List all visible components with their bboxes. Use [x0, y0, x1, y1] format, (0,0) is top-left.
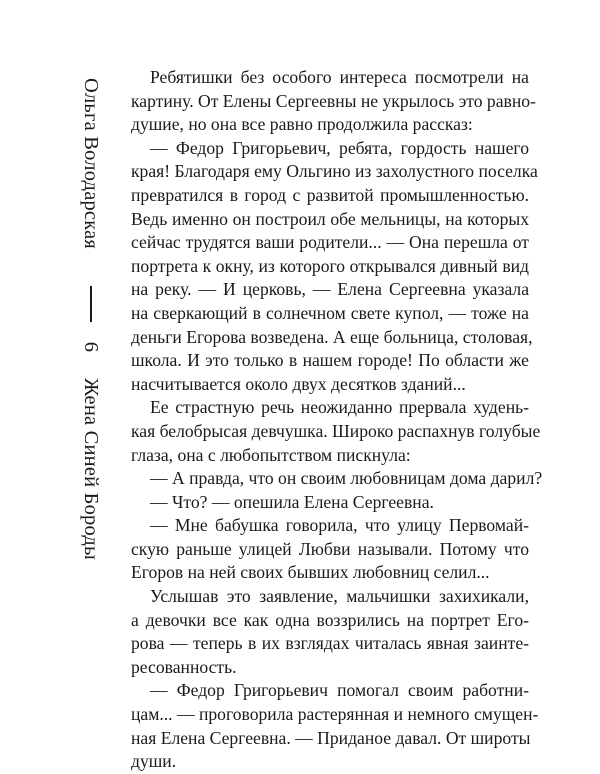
text-line: — Федор Григорьевич помогал своим работни-: [150, 680, 529, 701]
text-line: насчитывается около двух десятков зданий...: [131, 373, 466, 394]
text-line: а девочки все как одна воззрились на портрет Его-: [131, 609, 529, 630]
text-line: — Федор Григорьевич, ребята, гордость нашего: [150, 137, 529, 158]
text-line: портрета к окну, из которого открывался дивный вид: [131, 255, 529, 276]
text-line: превратился в город с развитой промышленностью.: [131, 184, 529, 205]
text-line: глаза, она с любопытством пискнула:: [131, 444, 411, 465]
text-line: кая белобрысая девчушка. Широко распахнув голубые: [131, 420, 541, 441]
text-line: сейчас трудятся ваши родители... — Она перешла от: [131, 232, 529, 253]
text-line: деньги Егорова возведена. А еще больница, столовая,: [131, 326, 533, 347]
page-number: 6: [80, 341, 103, 353]
text-line: Егоров на ней своих бывших любовниц селил...: [131, 562, 490, 583]
text-line: ная Елена Сергеевна. — Приданое давал. От широты: [131, 727, 531, 748]
text-line: — Мне бабушка говорила, что улицу Первомай-: [150, 515, 529, 536]
text-line: Ее страстную речь неожиданно прервала худень-: [150, 397, 529, 418]
running-head-rotated: [74, 78, 108, 608]
text-line: цам... — проговорила растерянная и немного смущен-: [131, 704, 539, 725]
text-line: Услышав это заявление, мальчишки захихикали,: [150, 586, 529, 607]
text-line: Ведь именно он построил обе мельницы, на которых: [131, 208, 529, 229]
text-line: скую раньше улицей Любви называли. Потому что: [131, 538, 529, 559]
text-line: на реку. — И церковь, — Елена Сергеевна указала: [131, 279, 529, 300]
text-line: рова — теперь в их взглядах читалась явная заинте-: [131, 633, 529, 654]
text-line: края! Благодаря ему Ольгино из захолустного поселка: [131, 161, 538, 182]
text-line: картину. От Елены Сергеевны не укрылось это равно-: [131, 90, 536, 111]
running-head: [74, 78, 108, 608]
running-head-separator: [90, 286, 91, 322]
text-line: на сверкающий в солнечном свете купол, — тоже на: [131, 302, 529, 323]
text-line: — Что? — опешила Елена Сергеевна.: [150, 491, 434, 512]
text-line: — А правда, что он своим любовницам дома дарил?: [150, 468, 543, 489]
text-line: Ребятишки без особого интереса посмотрели на: [150, 67, 529, 87]
text-line: школа. И это только в нашем городе! По области же: [131, 350, 529, 371]
text-line: души.: [131, 751, 177, 772]
text-line: душие, но она все равно продолжила рассказ:: [131, 114, 473, 135]
running-head-author: Ольга Володарская: [80, 78, 103, 250]
text-line: ресованность.: [131, 656, 237, 677]
running-head-book-title: Жена Синей Бороды: [80, 378, 103, 560]
body-text: [131, 66, 543, 774]
